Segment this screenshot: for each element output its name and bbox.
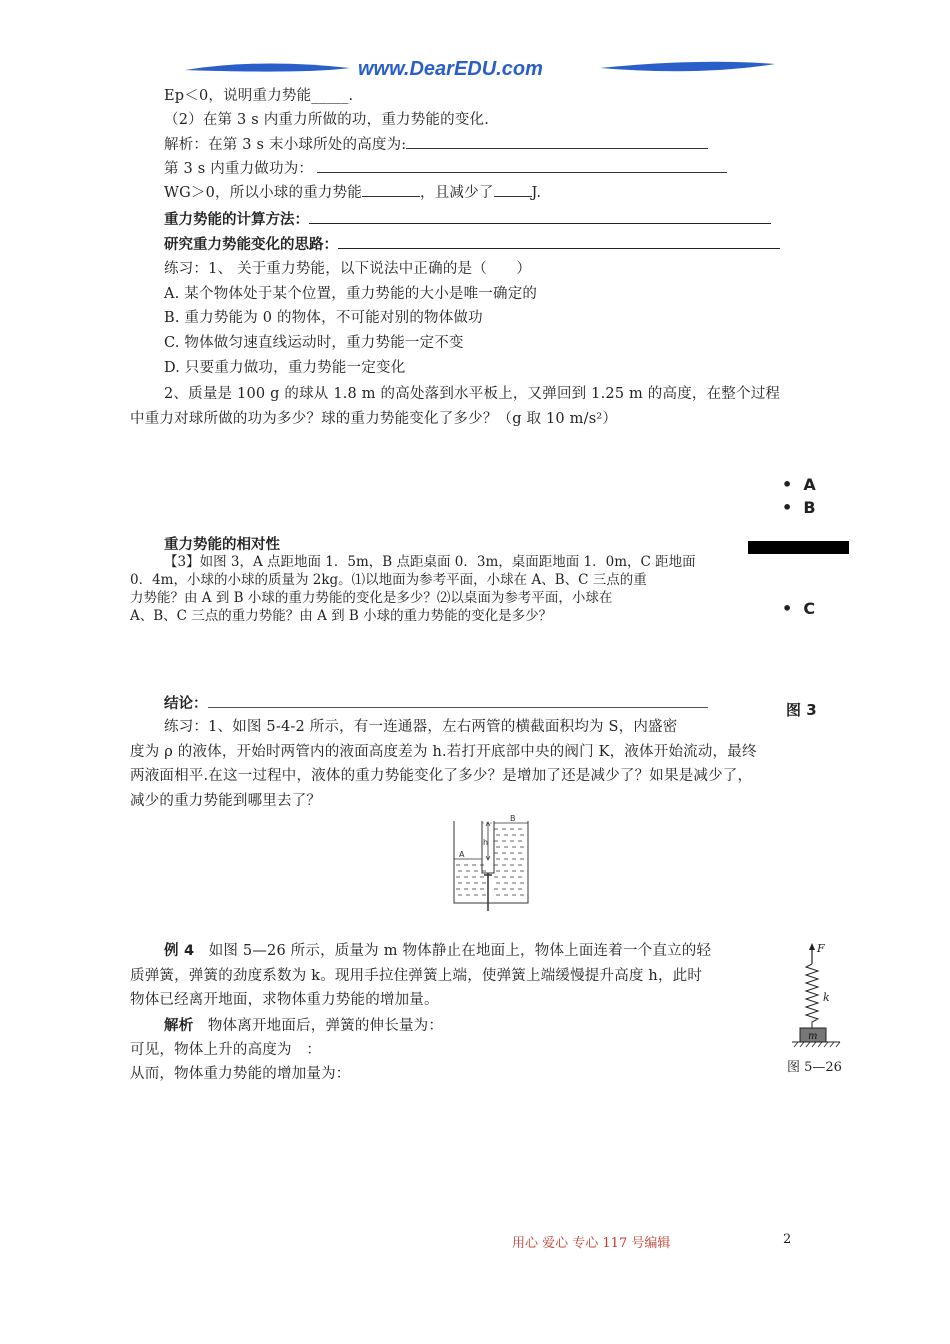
vessel-label-a: A (459, 850, 465, 859)
example-4-line1: 例 4 如图 5—26 所示，质量为 m 物体静止在地面上，物体上面连着一个直立的轻 (164, 943, 712, 959)
analysis-line2: 可见，物体上升的高度为 ： (130, 1042, 322, 1058)
example-3-line2: 0．4m，小球的小球的质量为 2kg。⑴以地面为参考平面，小球在 A、B、C 三点的重 (130, 572, 647, 588)
point-c-label: • C (782, 599, 816, 618)
example-3-line3: 力势能？由 A 到 B 小球的重力势能的变化是多少？⑵以桌面为参考平面，小球在 (130, 590, 613, 606)
point-a-label: • A (782, 475, 816, 494)
page-number: 2 (783, 1232, 792, 1247)
example-4-line3: 物体已经离开地面，求物体重力势能的增加量。 (130, 992, 439, 1008)
vessel-label-b: B (510, 815, 516, 823)
spring-figure (790, 940, 850, 1058)
exercise-vessel-line2: 度为 ρ 的液体，开始时两管内的液面高度差为 h.若打开底部中央的阀门 K，液体开始流动，最终 (130, 744, 757, 760)
spring-k-label: k (823, 991, 830, 1004)
force-label: F (817, 942, 825, 955)
example-4-line2: 质弹簧，弹簧的劲度系数为 k。现用手拉住弹簧上端，使弹簧上端缓慢提升高度 h，此时 (130, 968, 703, 984)
line-q2: （2）在第 3 s 内重力所做的功，重力势能的变化. (164, 112, 490, 128)
site-header-link[interactable]: www.DearEDU.com (358, 58, 543, 80)
exercise-vessel-line1: 练习：1、如图 5-4-2 所示，有一连通器，左右两管的横截面积均为 S，内盛密 (164, 719, 678, 735)
example-3-line1: 【3】如图 3，A 点距地面 1．5m，B 点距桌面 0．3m，桌面距地面 1．0m，C 距地面 (164, 554, 696, 570)
option-c: C. 物体做匀速直线运动时，重力势能一定不变 (164, 335, 464, 351)
exercise-vessel-line3: 两液面相平.在这一过程中，液体的重力势能变化了多少？是增加了还是减少了？如果是减少了， (130, 768, 753, 784)
line-wg: WG＞0，所以小球的重力势能 ，且减少了 J. (164, 182, 541, 203)
point-b-label: • B (782, 498, 816, 517)
footer-text: 用心 爱心 专心 117 号编辑 (512, 1236, 671, 1251)
line-ep: Ep＜0，说明重力势能_____. (164, 88, 354, 104)
exercise-1-question: 练习：1、 关于重力势能，以下说法中正确的是（ ） (164, 261, 532, 277)
approach-heading: 研究重力势能变化的思路： (164, 233, 780, 254)
exercise-2-line1: 2、质量是 100 g 的球从 1.8 m 的高处落到水平板上，又弹回到 1.25 m 的高度，在整个过程 (164, 386, 781, 402)
connected-vessel-figure (448, 815, 534, 915)
option-a: A. 某个物体处于某个位置，重力势能的大小是唯一确定的 (164, 286, 538, 302)
option-b: B. 重力势能为 0 的物体，不可能对别的物体做功 (164, 310, 483, 326)
figure-3-caption: 图 3 (786, 701, 817, 719)
line-gravity-work: 第 3 s 内重力做功为： (164, 158, 727, 179)
analysis-line3: 从而，物体重力势能的增加量为： (130, 1066, 351, 1082)
vessel-label-h: h (483, 838, 489, 847)
conclusion-label: 结论： (164, 692, 708, 713)
line-analysis-height: 解析：在第 3 s 末小球所处的高度为: (164, 134, 708, 155)
mass-label: m (808, 1031, 818, 1042)
exercise-vessel-line4: 减少的重力势能到哪里去了？ (130, 793, 322, 809)
relativity-heading: 重力势能的相对性 (164, 537, 280, 553)
option-d: D. 只要重力做功，重力势能一定变化 (164, 360, 406, 376)
analysis-line1: 解析 物体离开地面后，弹簧的伸长量为： (164, 1018, 444, 1034)
calc-method-heading: 重力势能的计算方法： (164, 208, 771, 229)
spring-figure-caption: 图 5—26 (787, 1060, 842, 1075)
example-3-line4: A、B、C 三点的重力势能？由 A 到 B 小球的重力势能的变化是多少？ (130, 608, 553, 624)
table-surface (748, 541, 849, 554)
exercise-2-line2: 中重力对球所做的功为多少？球的重力势能变化了多少？（g 取 10 m/s²） (130, 411, 618, 427)
